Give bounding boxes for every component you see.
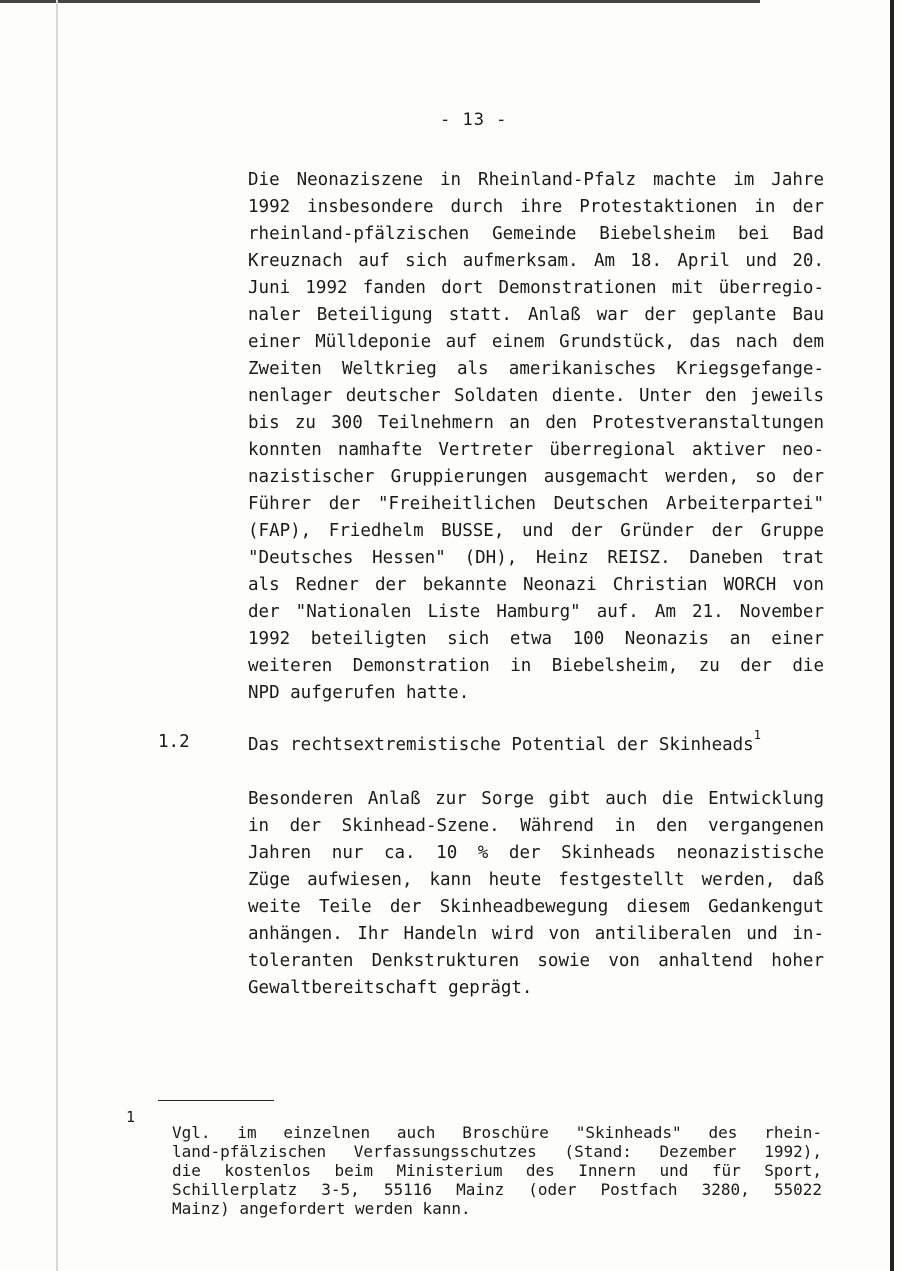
text-line: bis zu 300 Teilnehmern an den Protestveranstaltungen (248, 413, 824, 433)
scan-right-edge (890, 0, 894, 1271)
text-line: NPD aufgerufen hatte. (248, 683, 470, 703)
text-line: Kreuznach auf sich aufmerksam. Am 18. April und 20. (248, 251, 824, 271)
text-line: 1992 beteiligten sich etwa 100 Neonazis an einer (248, 629, 824, 649)
text-line: nazistischer Gruppierungen ausgemacht werden, so der (248, 467, 824, 487)
footnote-marker: 1 (126, 1108, 136, 1126)
footnote-line: Vgl. im einzelnen auch Broschüre "Skinheads" des rhein- (172, 1123, 822, 1142)
footnote-separator (158, 1100, 274, 1101)
text-line: anhängen. Ihr Handeln wird von antiliberalen und in- (248, 924, 824, 944)
text-line: "Deutsches Hessen" (DH), Heinz REISZ. Daneben trat (248, 548, 824, 568)
text-line: rheinland-pfälzischen Gemeinde Biebelsheim bei Bad (248, 224, 824, 244)
text-line: Führer der "Freiheitlichen Deutschen Arbeiterpartei" (248, 494, 824, 514)
text-line: (FAP), Friedhelm BUSSE, und der Gründer der Gruppe (248, 521, 824, 541)
text-line: weite Teile der Skinheadbewegung diesem Gedankengut (248, 897, 824, 917)
footnote-reference: 1 (753, 728, 761, 742)
text-line: weiteren Demonstration in Biebelsheim, zu der die (248, 656, 824, 676)
text-line: Juni 1992 fanden dort Demonstrationen mit überregio- (248, 278, 824, 298)
text-line: der "Nationalen Liste Hamburg" auf. Am 21. November (248, 602, 824, 622)
text-line: als Redner der bekannte Neonazi Christian WORCH von (248, 575, 824, 595)
text-line: konnten namhafte Vertreter überregional aktiver neo- (248, 440, 824, 460)
text-line: Die Neonaziszene in Rheinland-Pfalz machte im Jahre (248, 170, 824, 190)
text-line: 1992 insbesondere durch ihre Protestaktionen in der (248, 197, 824, 217)
text-line: Besonderen Anlaß zur Sorge gibt auch die Entwicklung (248, 789, 824, 809)
text-line: in der Skinhead-Szene. Während in den vergangenen (248, 816, 824, 836)
text-line: Zweiten Weltkrieg als amerikanisches Kriegsgefange- (248, 359, 824, 379)
text-line: Jahren nur ca. 10 % der Skinheads neonazistische (248, 843, 824, 863)
scan-left-edge (56, 0, 58, 1271)
footnote-line: die kostenlos beim Ministerium des Innern und für Sport, (172, 1161, 822, 1180)
page-number: - 13 - (440, 110, 508, 130)
section-number: 1.2 (158, 732, 190, 752)
text-line: nenlager deutscher Soldaten diente. Unter den jeweils (248, 386, 824, 406)
text-line: Gewaltbereitschaft geprägt. (248, 978, 533, 998)
section-title (248, 728, 761, 755)
text-line: naler Beteiligung statt. Anlaß war der geplante Bau (248, 305, 824, 325)
text-line: einer Mülldeponie auf einem Grundstück, das nach dem (248, 332, 824, 352)
section-title-text: Das rechtsextremistische Potential der Skinheads (248, 734, 754, 755)
text-line: Züge aufwiesen, kann heute festgestellt werden, daß (248, 870, 824, 890)
footnote-line: land-pfälzischen Verfassungsschutzes (Stand: Dezember 1992), (172, 1142, 822, 1161)
text-line: toleranten Denkstrukturen sowie von anhaltend hoher (248, 951, 824, 971)
footnote-line: Mainz) angefordert werden kann. (172, 1199, 471, 1218)
scan-top-edge (0, 0, 760, 3)
footnote-line: Schillerplatz 3-5, 55116 Mainz (oder Postfach 3280, 55022 (172, 1180, 822, 1199)
